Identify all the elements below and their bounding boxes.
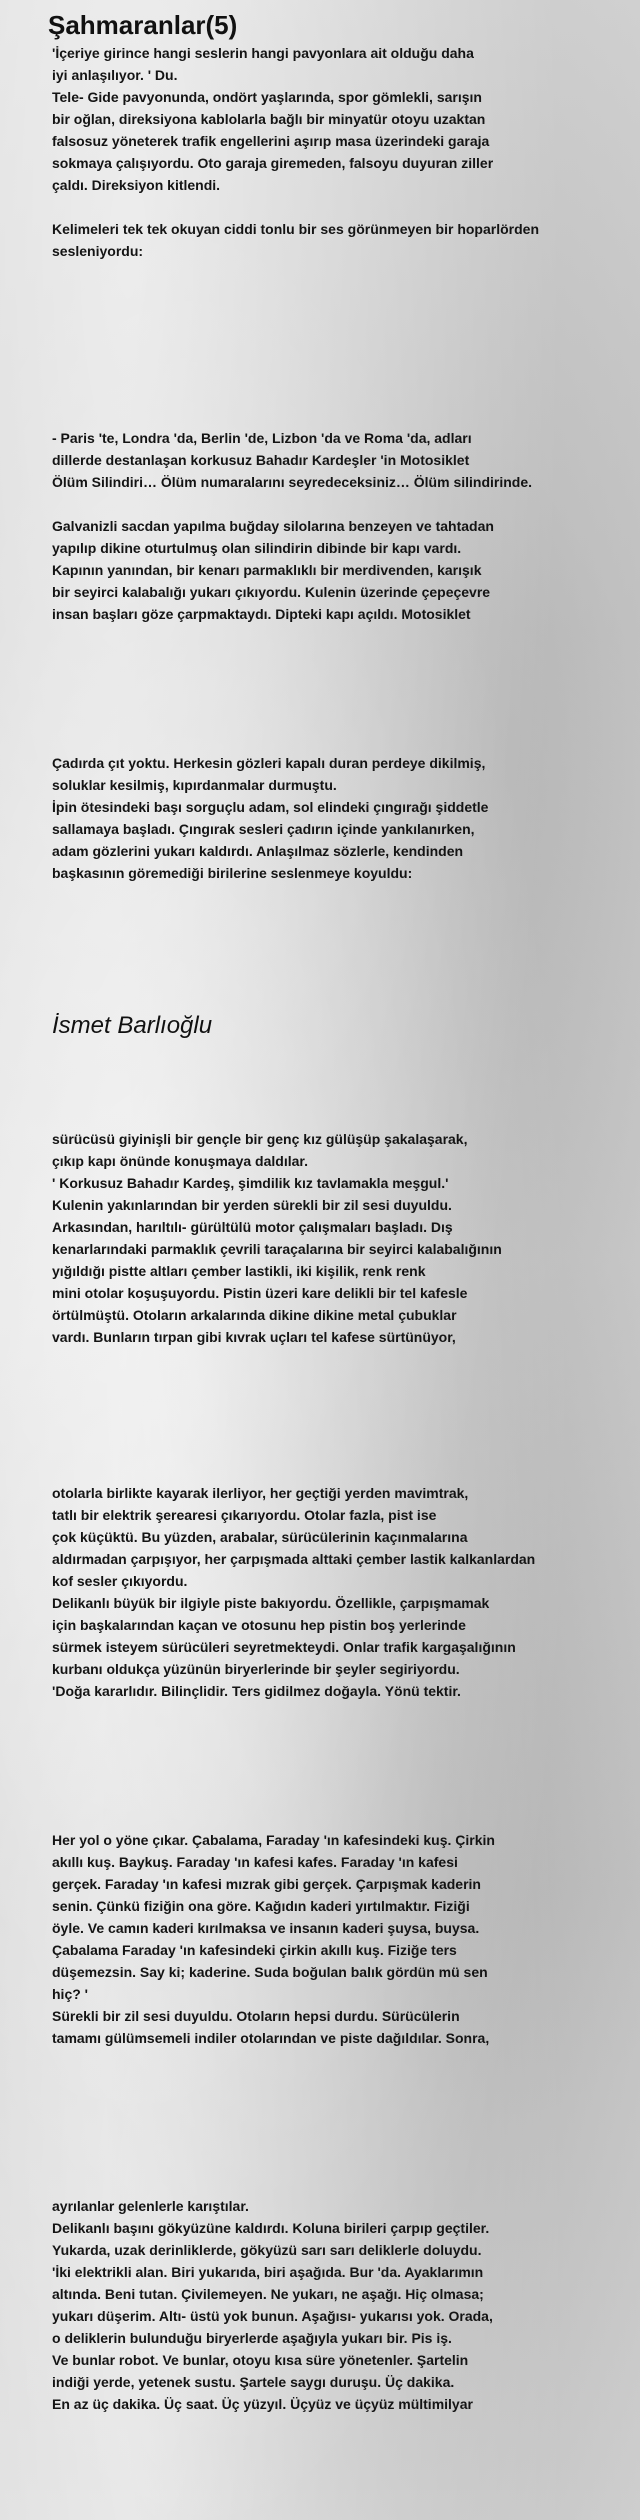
text-section-6 <box>52 1829 622 2049</box>
text-section-5 <box>52 1482 622 1702</box>
paragraph: 'İçeriye girince hangi seslerin hangi pavyonlara ait olduğu daha iyi anlaşılıyor. ' Du. Tele- Gide pavyonunda, ondört yaşlarında, spor gömlekli, sarışın bir oğlan, direksiyona kablolarla bağlı bir minyatür otoyu uzaktan falsosuz yöneterek trafik engellerini aşırıp masa üzerindeki garaja sokmaya çalışıyordu. Oto garaja giremeden, falsoyu duyuran ziller çaldı. Direksiyon kitlendi. <box>52 45 494 193</box>
text-section-7 <box>52 2195 622 2415</box>
paragraph: Galvanizli sacdan yapılma buğday silolarına benzeyen ve tahtadan yapılıp dikine oturtulmuş olan silindirin dibinde bir kapı vardı. Kapının yanından, bir kenarı parmaklıklı bir merdivenden, karışık bir seyirci kalabalığı yukarı çıkıyordu. Kulenin üzerinde çepeçevre insan başları göze çarpmaktaydı. Dipteki kapı açıldı. Motosiklet <box>52 518 494 622</box>
paragraph: sürücüsü giyinişli bir gençle bir genç kız gülüşüp şakalaşarak, çıkıp kapı önünde konuşmaya daldılar. ' Korkusuz Bahadır Kardeş, şimdilik kız tavlamakla meşgul.' Kulenin yakınlarından bir yerden sürekli bir zil sesi duyuldu. Arkasından, harıltılı- gürültülü motor çalışmaları başladı. Dış kenarlarındaki parmaklık çevrili taraçalarına bir seyirci kalabalığının yığıldığı pistte altları çember lastikli, iki kişilik, renk renk mini otolar koşuşuyordu. Pistin üzeri kare delikli bir tel kafesle örtülmüştü. Otoların arkalarında dikine dikine metal çubuklar vardı. Bunların tırpan gibi kıvrak uçları tel kafese sürtünüyor, <box>52 1131 502 1345</box>
text-section-2 <box>52 427 622 625</box>
page-title: Şahmaranlar(5) <box>48 10 238 40</box>
text-section-4 <box>52 1128 622 1348</box>
paragraph: - Paris 'te, Londra 'da, Berlin 'de, Lizbon 'da ve Roma 'da, adları dillerde destanlaşan korkusuz Bahadır Kardeşler 'in Motosiklet Ölüm Silindiri… Ölüm numaralarını seyredeceksiniz… Ölüm silindirinde. <box>52 430 533 490</box>
paragraph: Kelimeleri tek tek okuyan ciddi tonlu bir ses görünmeyen bir hoparlörden sesleniyordu: <box>52 221 539 259</box>
author-name: İsmet Barlıoğlu <box>52 1012 213 1039</box>
paragraph: Çadırda çıt yoktu. Herkesin gözleri kapalı duran perdeye dikilmiş, soluklar kesilmiş, kıpırdanmalar durmuştu. İpin ötesindeki başı sorguçlu adam, sol elindeki çıngırağı şiddetle sallamaya başladı. Çıngırak sesleri çadırın içinde yankılanırken, adam gözlerini yukarı kaldırdı. Anlaşılmaz sözlerle, kendinden başkasının göremediği birilerine seslenmeye koyuldu: <box>52 755 489 881</box>
paragraph: otolarla birlikte kayarak ilerliyor, her geçtiği yerden mavimtrak, tatlı bir elektrik şerearesi çıkarıyordu. Otolar fazla, pist ise çok küçüktü. Bu yüzden, arabalar, sürücülerinin kaçınmalarına aldırmadan çarpışıyor, her çarpışmada alttaki çember lastik kalkanlardan kof sesler çıkıyordu. Delikanlı büyük bir ilgiyle piste bakıyordu. Özellikle, çarpışmamak için başkalarından kaçan ve otosunu hep pistin boş yerlerinde sürmek isteyem sürücüleri seyretmekteydi. Onlar trafik kargaşalığının kurbanı oldukça yüzünün biryerlerinde bir şeyler segiriyordu. 'Doğa kararlıdır. Bilinçlidir. Ters gidilmez doğayla. Yönü tektir. <box>52 1485 536 1699</box>
text-section-1 <box>52 42 622 262</box>
text-section-3 <box>52 752 622 884</box>
paragraph: Her yol o yöne çıkar. Çabalama, Faraday 'ın kafesindeki kuş. Çirkin akıllı kuş. Baykuş. Faraday 'ın kafesi kafes. Faraday 'ın kafesi gerçek. Faraday 'ın kafesi mızrak gibi gerçek. Çarpışmak kaderin senin. Çünkü fiziğin ona göre. Kağıdın kaderi yırtılmaktır. Fiziği öyle. Ve camın kaderi kırılmaksa ve insanın kaderi şuysa, buysa. Çabalama Faraday 'ın kafesindeki çirkin akıllı kuş. Fiziğe ters düşemezsin. Say ki; kaderine. Suda boğulan balık gördün mü sen hiç? ' Sürekli bir zil sesi duyuldu. Otoların hepsi durdu. Sürücülerin tamamı gülümsemeli indiler otolarından ve piste dağıldılar. Sonra, <box>52 1832 495 2046</box>
paragraph: ayrılanlar gelenlerle karıştılar. Delikanlı başını gökyüzüne kaldırdı. Koluna birileri çarpıp geçtiler. Yukarda, uzak derinliklerde, gökyüzü sarı sarı deliklerle doluydu. 'İki elektrikli alan. Biri yukarıda, biri aşağıda. Bur 'da. Ayaklarımın altında. Beni tutan. Çivilemeyen. Ne yukarı, ne aşağı. Hiç olmasa; yukarı düşerim. Altı- üstü yok bunun. Aşağısı- yukarısı yok. Orada, o deliklerin bulunduğu biryerlerde aşağıyla yukarı bir. Pis iş. Ve bunlar robot. Ve bunlar, otoyu kısa süre yönetenler. Şartelin indiği yerde, yetenek sustu. Şartele saygı duruşu. Üç dakika. En az üç dakika. Üç saat. Üç yüzyıl. Üçyüz ve üçyüz mültimilyar <box>52 2198 493 2412</box>
